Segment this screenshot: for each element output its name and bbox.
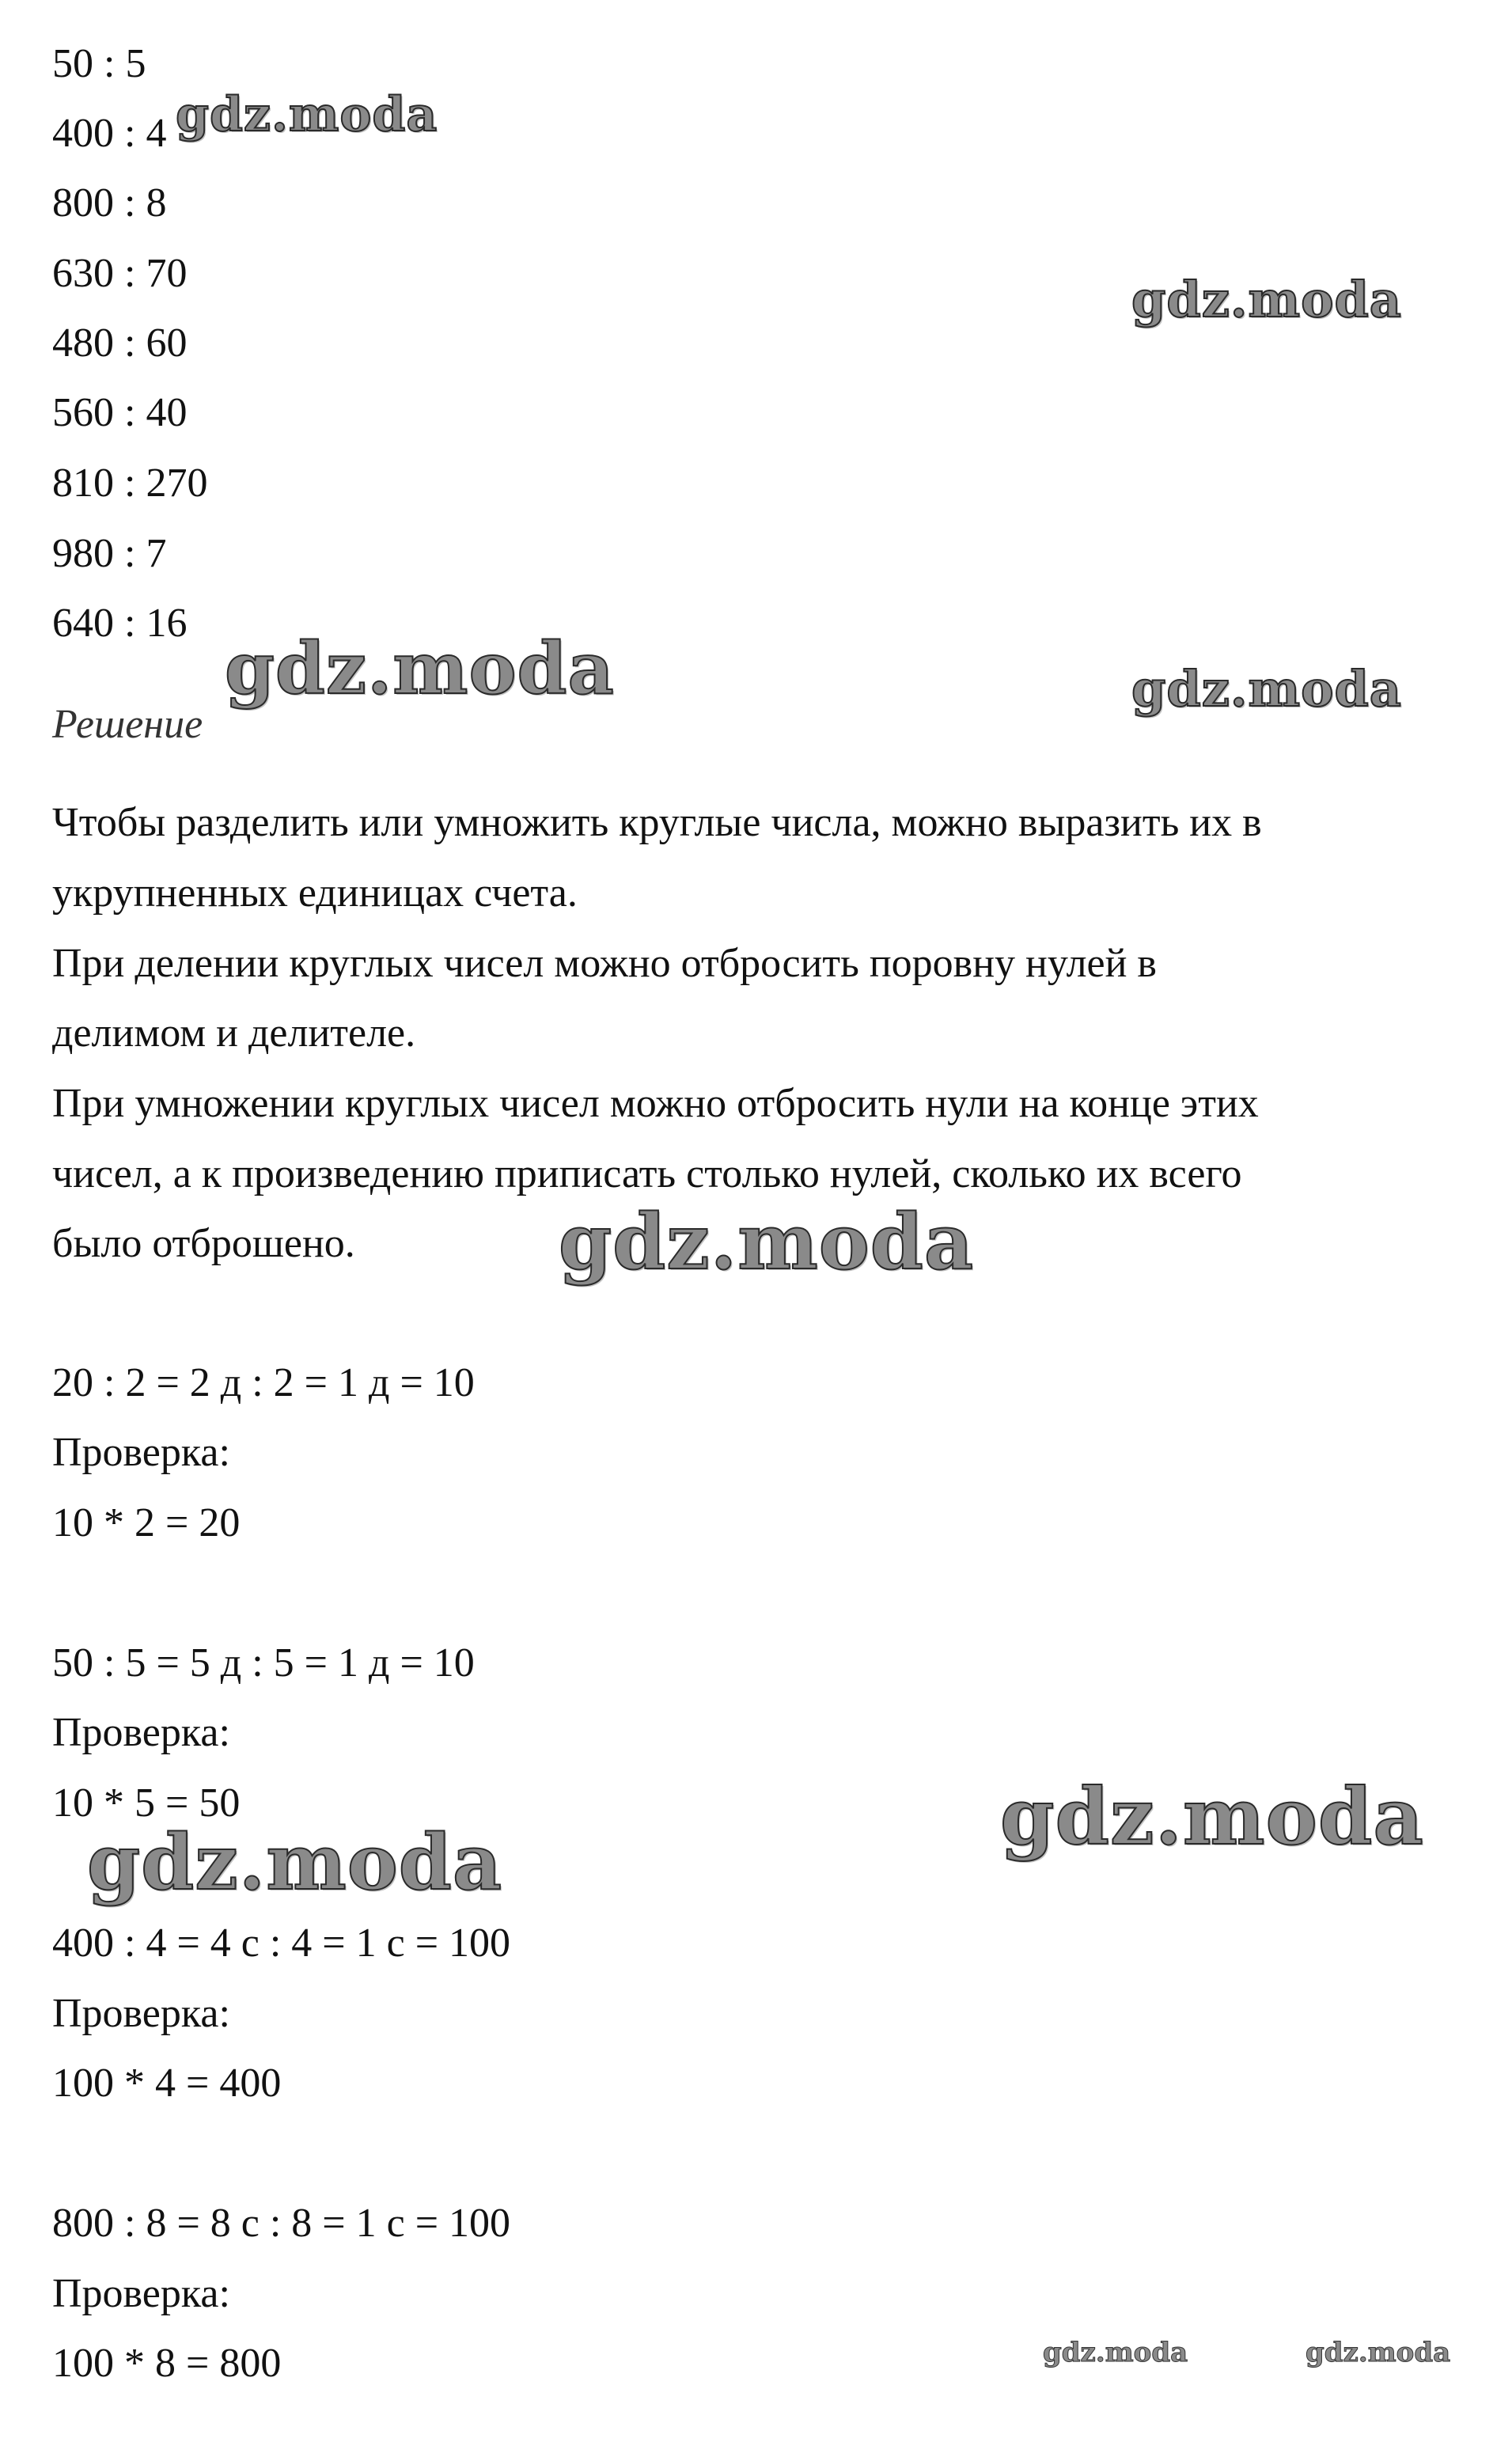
solution-heading: Решение xyxy=(52,702,203,747)
exercise-item: 50 : 5 xyxy=(52,41,146,86)
check-label: Проверка: xyxy=(52,1710,230,1755)
exercise-item: 560 : 40 xyxy=(52,390,188,435)
check-equation: 10 * 5 = 50 xyxy=(52,1780,241,1826)
explanation-line: При делении круглых чисел можно отбросить поровну нулей в xyxy=(52,941,1157,986)
check-label: Проверка: xyxy=(52,2271,230,2316)
watermark-logo: gdz.moda xyxy=(1131,271,1402,328)
watermark-logo: gdz.moda xyxy=(1131,660,1402,718)
explanation-line: делимом и делителе. xyxy=(52,1011,416,1056)
check-label: Проверка: xyxy=(52,1991,230,2036)
check-label: Проверка: xyxy=(52,1430,230,1475)
watermark-logo: gdz.moda xyxy=(176,87,438,142)
exercise-item: 630 : 70 xyxy=(52,251,188,296)
exercise-item: 980 : 7 xyxy=(52,531,167,576)
explanation-line: было отброшено. xyxy=(52,1221,355,1266)
check-equation: 100 * 8 = 800 xyxy=(52,2341,282,2386)
exercise-item: 400 : 4 xyxy=(52,111,167,156)
explanation-line: чисел, а к произведению приписать столько нулей, сколько их всего xyxy=(52,1151,1242,1196)
exercise-item: 800 : 8 xyxy=(52,180,167,226)
watermark-logo: gdz.moda xyxy=(87,1818,503,1907)
explanation-line: При умножении круглых чисел можно отбросить нули на конце этих xyxy=(52,1081,1259,1126)
check-equation: 100 * 4 = 400 xyxy=(52,2061,282,2106)
explanation-line: Чтобы разделить или умножить круглые числа, можно выразить их в xyxy=(52,800,1262,845)
watermark-logo: gdz.moda xyxy=(225,627,615,711)
exercise-item: 640 : 16 xyxy=(52,601,188,646)
check-equation: 10 * 2 = 20 xyxy=(52,1500,241,1545)
explanation-line: укрупненных единицах счета. xyxy=(52,870,578,916)
watermark-logo: gdz.moda xyxy=(559,1197,975,1287)
solution-equation: 20 : 2 = 2 д : 2 = 1 д = 10 xyxy=(52,1360,475,1405)
exercise-item: 480 : 60 xyxy=(52,320,188,366)
watermark-logo: gdz.moda xyxy=(1305,2337,1451,2368)
watermark-logo: gdz.moda xyxy=(1000,1772,1424,1863)
solution-equation: 50 : 5 = 5 д : 5 = 1 д = 10 xyxy=(52,1640,475,1686)
solution-equation: 400 : 4 = 4 с : 4 = 1 с = 100 xyxy=(52,1921,511,1966)
watermark-logo: gdz.moda xyxy=(1043,2337,1188,2368)
exercise-item: 810 : 270 xyxy=(52,461,208,506)
solution-equation: 800 : 8 = 8 с : 8 = 1 с = 100 xyxy=(52,2201,511,2246)
